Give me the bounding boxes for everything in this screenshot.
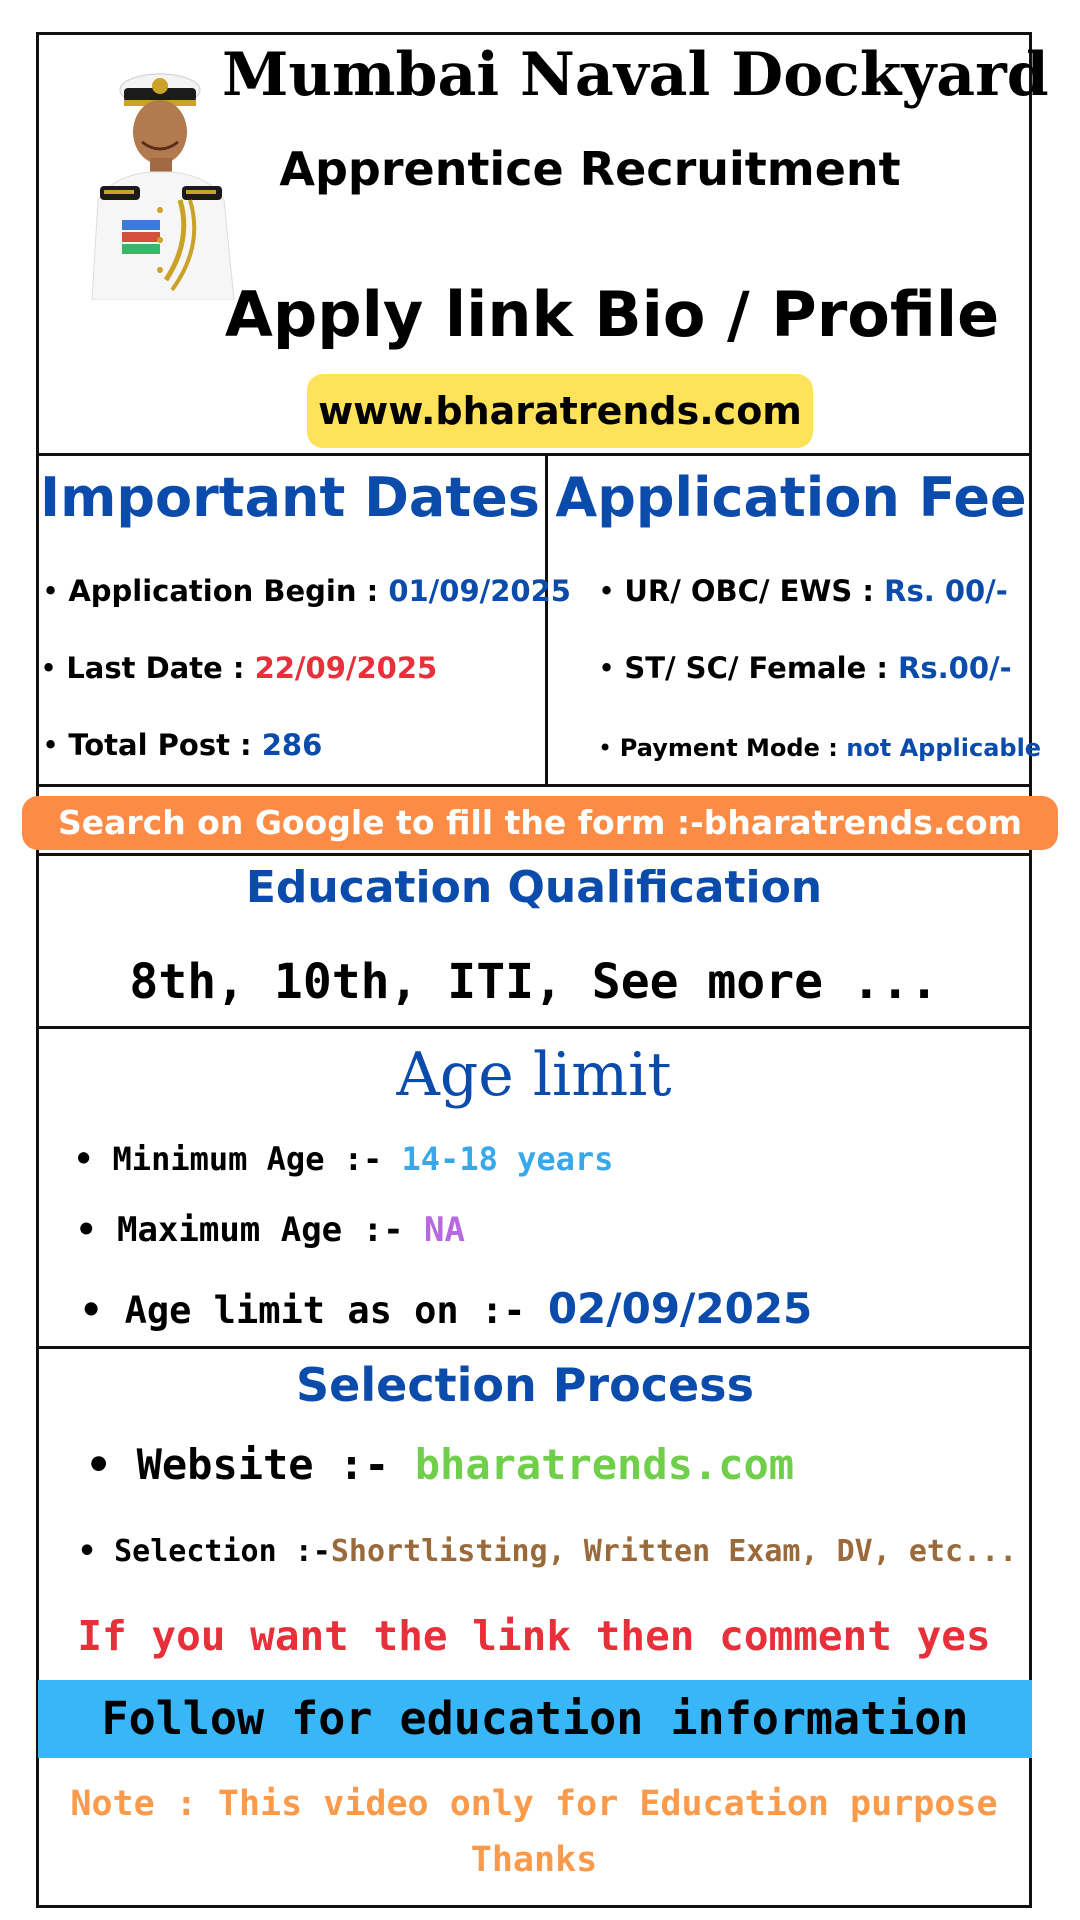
minimum-age-value: 14-18 years (401, 1140, 614, 1178)
minimum-age-label: Minimum Age :- (112, 1140, 402, 1178)
fee-reserved-label: ST/ SC/ Female : (624, 651, 899, 685)
list-item: • Website :- bharatrends.com (86, 1440, 795, 1489)
list-item: • UR/ OBC/ EWS : Rs. 00/- (598, 574, 1008, 608)
list-item: • Minimum Age :- 14-18 years (74, 1140, 614, 1178)
age-limit-heading: Age limit (396, 1040, 672, 1110)
selection-label: Selection :- (114, 1534, 331, 1569)
divider (36, 453, 1032, 456)
follow-banner (38, 1680, 1032, 1758)
maximum-age-label: Maximum Age :- (116, 1210, 425, 1250)
note-line: Note : This video only for Education purpose (70, 1784, 998, 1824)
follow-banner-text: Follow for education information (101, 1692, 969, 1745)
education-heading: Education Qualification (245, 862, 823, 913)
search-banner (22, 796, 1058, 850)
list-item: • ST/ SC/ Female : Rs.00/- (598, 651, 1012, 685)
maximum-age-value: NA (424, 1210, 465, 1250)
page-title: Mumbai Naval Dockyard (222, 40, 1049, 110)
important-dates-heading: Important Dates (40, 466, 540, 529)
selection-value: Shortlisting, Written Exam, DV, etc... (330, 1534, 1018, 1569)
list-item: • Last Date : 22/09/2025 (40, 651, 438, 685)
officer-photo (72, 50, 242, 300)
list-item: • Payment Mode : not Applicable (598, 734, 1042, 762)
list-item: • Selection :-Shortlisting, Written Exam, DV, etc... (78, 1534, 1018, 1569)
comment-line: If you want the link then comment yes (77, 1612, 991, 1660)
list-item: • Application Begin : 01/09/2025 (42, 574, 571, 608)
total-post-value: 286 (261, 728, 323, 762)
website-link[interactable]: bharatrends.com (414, 1440, 795, 1489)
total-post-label: Total Post : (68, 728, 262, 762)
divider (545, 453, 548, 787)
payment-mode-label: Payment Mode : (619, 734, 847, 762)
search-banner-text: Search on Google to fill the form :-bharatrends.com (57, 803, 1023, 842)
age-as-on-label: Age limit as on :- (124, 1289, 548, 1332)
fee-reserved-value: Rs.00/- (898, 651, 1012, 685)
age-as-on-value: 02/09/2025 (547, 1284, 813, 1333)
fee-general-label: UR/ OBC/ EWS : (624, 574, 885, 608)
divider (36, 853, 1032, 856)
divider (36, 784, 1032, 787)
fee-general-value: Rs. 00/- (884, 574, 1008, 608)
application-begin-value: 01/09/2025 (388, 574, 571, 608)
application-fee-heading: Application Fee (555, 466, 1027, 529)
website-badge-label: www.bharatrends.com (318, 389, 802, 433)
last-date-label: Last Date : (66, 651, 255, 685)
website-badge[interactable] (307, 374, 813, 448)
list-item: • Maximum Age :- NA (76, 1210, 465, 1250)
last-date-value: 22/09/2025 (254, 651, 438, 685)
education-value: 8th, 10th, ITI, See more ... (129, 954, 939, 1010)
apply-link-text: Apply link Bio / Profile (224, 278, 1000, 351)
page-subtitle: Apprentice Recruitment (279, 142, 901, 196)
divider (36, 1026, 1032, 1029)
divider (36, 1346, 1032, 1349)
selection-heading: Selection Process (296, 1358, 754, 1412)
application-begin-label: Application Begin : (68, 574, 389, 608)
payment-mode-value: not Applicable (846, 734, 1042, 762)
website-label: Website :- (136, 1440, 415, 1489)
list-item: • Total Post : 286 (42, 728, 323, 762)
note-thanks: Thanks (470, 1840, 598, 1880)
list-item: • Age limit as on :- 02/09/2025 (80, 1284, 813, 1333)
